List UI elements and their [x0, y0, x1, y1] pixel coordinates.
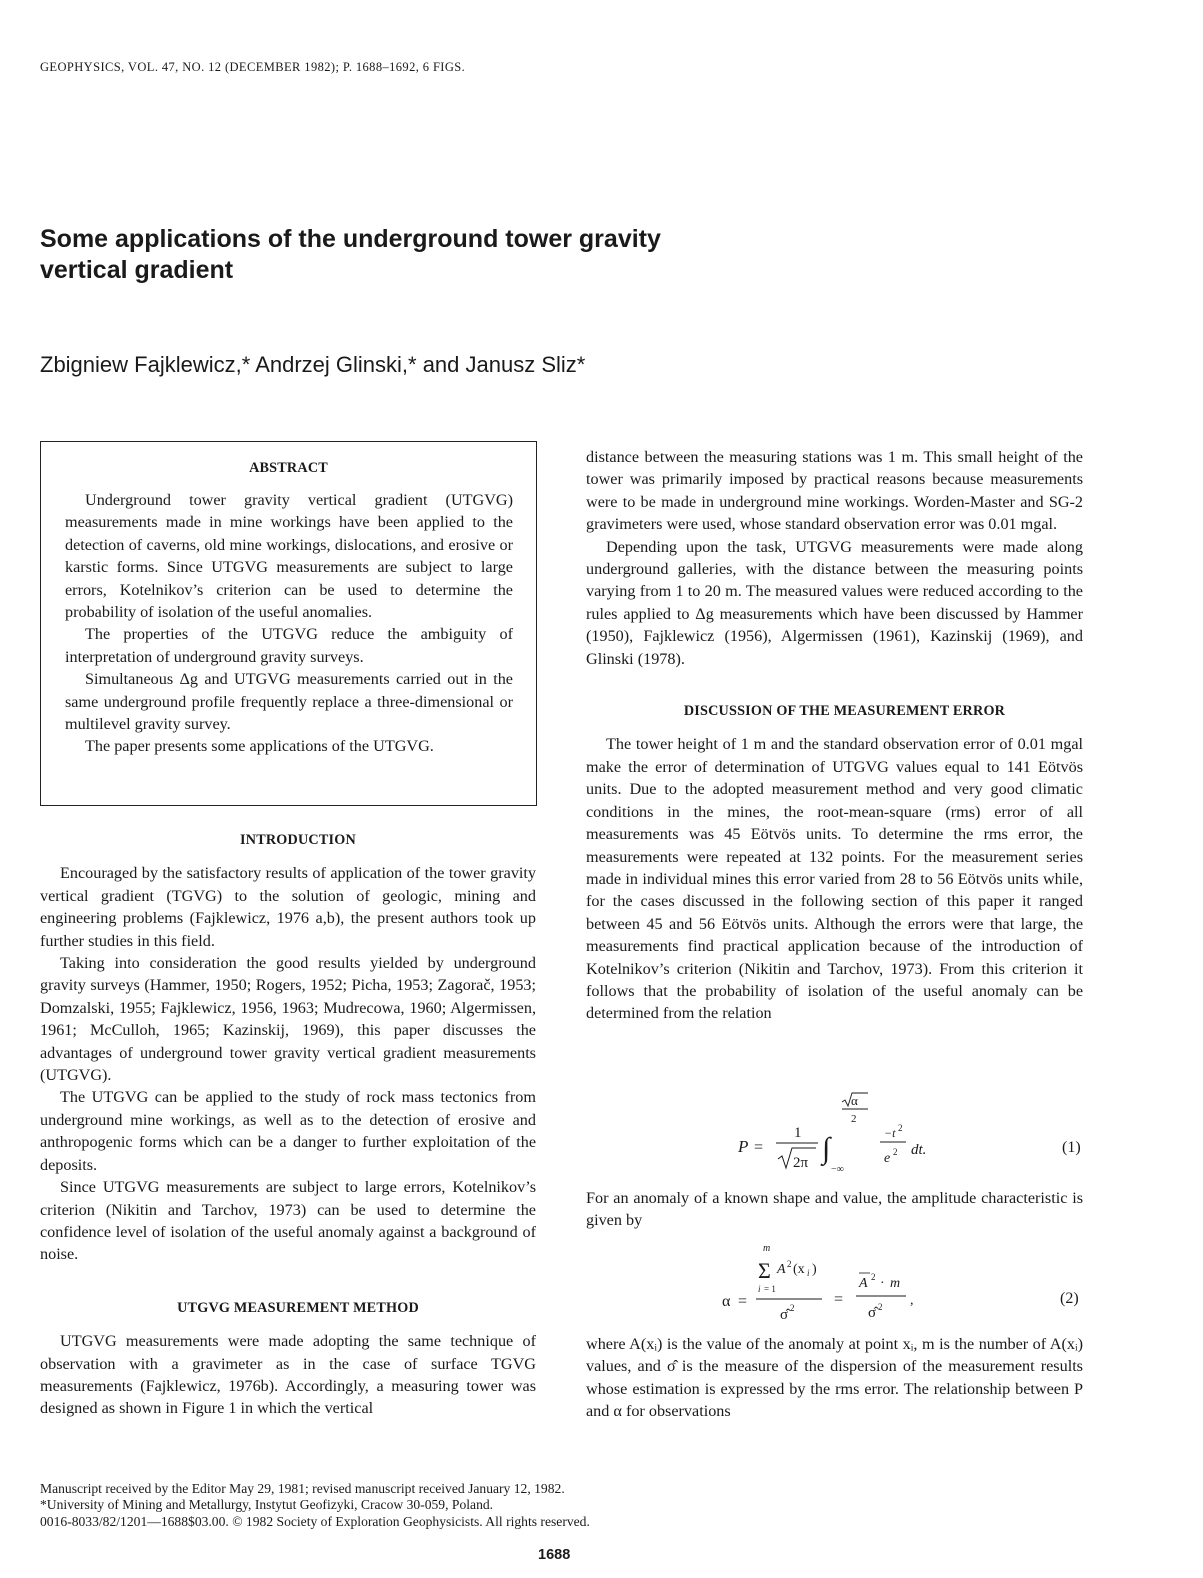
- continuation-paragraph: distance between the measuring stations was 1 m. This small height of the tower was primarily imposed by practical reasons because measurements were to be made in underground mine workings. Worden-Master and SG-2 gravimeters were used, whose standard observation error was 0.01 mgal.: [586, 448, 1083, 534]
- definitions-paragraph: where A(xᵢ) is the value of the anomaly at point xᵢ, m is the number of A(xᵢ) values, and σ̂ is the measure of the dispersion of the measurement results whose estimation is expressed by the rms error. The relationship between P and α for observations: [586, 1335, 1083, 1421]
- svg-text:σ̂: σ̂: [868, 1305, 877, 1320]
- svg-text:2: 2: [878, 1302, 883, 1312]
- affiliation-note: *University of Mining and Metallurgy, Instytut Geofizyki, Cracow 30-059, Poland.: [40, 1497, 494, 1513]
- equation-2-number: (2): [1060, 1290, 1079, 1307]
- svg-text:α: α: [722, 1293, 731, 1310]
- footnotes: [40, 1481, 590, 1530]
- svg-text:A: A: [777, 1262, 786, 1277]
- svg-text:Σ: Σ: [758, 1258, 771, 1283]
- svg-text:m: m: [890, 1276, 901, 1291]
- introduction-paragraph: Since UTGVG measurements are subject to large errors, Kotelnikov’s criterion (Nikitin and Tarchov, 1973) can be used to determine the confidence level of isolation of the useful anomaly against a background of noise.: [40, 1178, 536, 1264]
- equation-2: [720, 1240, 960, 1320]
- svg-text:,: ,: [910, 1293, 914, 1308]
- svg-text:∫: ∫: [822, 1132, 831, 1165]
- svg-text:2: 2: [893, 1147, 898, 1157]
- svg-text:σ̂: σ̂: [780, 1307, 789, 1320]
- paper-title: [40, 224, 860, 286]
- svg-text:2: 2: [851, 1113, 857, 1125]
- abstract-heading: ABSTRACT: [249, 460, 328, 476]
- page-number: 1688: [538, 1547, 571, 1563]
- svg-text:−t: −t: [884, 1126, 896, 1140]
- svg-text:2: 2: [871, 1272, 876, 1282]
- svg-text:·: ·: [880, 1276, 885, 1291]
- equation-1: [736, 1090, 1086, 1174]
- left-column: [40, 829, 536, 1420]
- abstract-body: [65, 489, 513, 758]
- svg-text:= 1: = 1: [764, 1284, 776, 1294]
- author-list: Zbigniew Fajklewicz,* Andrzej Glinski,* and Janusz Sliz*: [40, 352, 586, 377]
- svg-text:A: A: [859, 1276, 868, 1291]
- svg-text:e: e: [884, 1151, 891, 1166]
- svg-text:2: 2: [787, 1259, 792, 1269]
- svg-text:=: =: [834, 1291, 844, 1308]
- svg-text:i: i: [807, 1268, 810, 1278]
- equation-1-graphic: [736, 1090, 1086, 1174]
- introduction-paragraph: Taking into consideration the good results yielded by underground gravity surveys (Hammer, 1950; Rogers, 1952; Picha, 1953; Zagorač, 1953; Domzalski, 1955; Fajklewicz, 1956, 1963; Mudrecowa, 1960; Algermissen, 1961; McCulloh, 1965; Kazinskij, 1969), this paper discusses the advantages of underground tower gravity vertical gradient measurements (UTGVG).: [40, 954, 536, 1085]
- running-head: GEOPHYSICS, VOL. 47, NO. 12 (DECEMBER 1982); P. 1688–1692, 6 FIGS.: [40, 60, 466, 74]
- svg-text:1: 1: [794, 1125, 802, 1141]
- svg-text:=: =: [754, 1139, 764, 1156]
- abstract-paragraph: Underground tower gravity vertical gradient (UTGVG) measurements made in mine workings have been applied to the detection of caverns, old mine workings, dislocations, and erosive or karstic forms. Since UTGVG measurements are subject to large errors, Kotelnikov’s criterion can be used to determine the probability of isolation of the useful anomalies.: [65, 491, 513, 622]
- body-paragraph: Depending upon the task, UTGVG measurements were made along underground galleries, with the distance between the measuring points varying from 1 to 20 m. The measured values were reduced according to the rules applied to Δg measurements which have been discussed by Hammer (1950), Fajklewicz (1956), Algermissen (1961), Kazinskij (1969), and Glinski (1978).: [586, 537, 1083, 668]
- svg-text:dt.: dt.: [911, 1142, 927, 1158]
- svg-text:=: =: [738, 1293, 748, 1310]
- introduction-paragraph: The UTGVG can be applied to the study of rock mass tectonics from underground mine workings, as well as to the detection of erosive and anthropogenic forms which can be a danger to further exploitation of the deposits.: [40, 1088, 536, 1174]
- manuscript-received-note: Manuscript received by the Editor May 29, 1981; revised manuscript received January 12, 1982.: [40, 1481, 565, 1496]
- svg-text:2: 2: [898, 1123, 903, 1133]
- abstract-paragraph: The properties of the UTGVG reduce the ambiguity of interpretation of underground gravity surveys.: [65, 625, 513, 666]
- equation-2-graphic: [720, 1240, 960, 1320]
- svg-text:2: 2: [790, 1303, 795, 1313]
- amplitude-paragraph: For an anomaly of a known shape and value, the amplitude characteristic is given by: [586, 1189, 1083, 1230]
- method-heading: UTGVG MEASUREMENT METHOD: [177, 1299, 419, 1316]
- right-column: [586, 446, 1083, 1025]
- equation-1-number: (1): [1062, 1139, 1081, 1156]
- svg-text:2π: 2π: [793, 1155, 809, 1171]
- title-line-2: vertical gradient: [40, 256, 234, 284]
- introduction-paragraph: Encouraged by the satisfactory results of application of the tower gravity vertical gradient (TGVG) to the solution of geologic, mining and engineering problems (Fajklewicz, 1976 a,b), the present authors took up further studies in this field.: [40, 864, 536, 950]
- error-discussion-paragraph: The tower height of 1 m and the standard observation error of 0.01 mgal make the error of determination of UTGVG values equal to 141 Eötvös units. Due to the adopted measurement method and very good climatic conditions in the mines, the root-mean-square (rms) error of all measurements was 45 Eötvös units. To determine the rms error, the measurements were repeated at 132 points. For the measurement series made in individual mines this error varied from 28 to 56 Eötvös units while, for the cases discussed in the following section of this paper it ranged between 45 and 56 Eötvös units. Although the errors were that large, the measurements find practical application because of the introduction of Kotelnikov’s criterion (Nikitin and Tarchov, 1973). From this criterion it follows that the probability of isolation of the useful anomaly can be determined from the relation: [586, 735, 1083, 1023]
- copyright-note: 0016-8033/82/1201—1688$03.00. © 1982 Society of Exploration Geophysicists. All rights reserved.: [40, 1513, 590, 1529]
- svg-text:): ): [812, 1262, 817, 1277]
- introduction-heading: INTRODUCTION: [240, 832, 356, 848]
- method-paragraph: UTGVG measurements were made adopting the same technique of observation with a gravimeter as in the case of surface TGVG measurements (Fajklewicz, 1976b). Accordingly, a measuring tower was designed as shown in Figure 1 in which the vertical: [40, 1332, 536, 1418]
- title-line-1: Some applications of the underground tower gravity: [40, 225, 661, 253]
- error-discussion-heading: DISCUSSION OF THE MEASUREMENT ERROR: [683, 703, 1006, 720]
- abstract-box: [40, 441, 537, 806]
- abstract-paragraph: The paper presents some applications of the UTGVG.: [85, 737, 434, 756]
- svg-text:−∞: −∞: [831, 1164, 844, 1174]
- svg-text:m: m: [763, 1243, 771, 1254]
- abstract-paragraph: Simultaneous Δg and UTGVG measurements carried out in the same underground profile frequently replace a three-dimensional or multilevel gravity survey.: [65, 670, 513, 734]
- svg-text:P: P: [738, 1137, 749, 1156]
- svg-text:(x: (x: [793, 1262, 805, 1277]
- svg-text:i: i: [758, 1284, 761, 1294]
- svg-text:α: α: [851, 1093, 858, 1108]
